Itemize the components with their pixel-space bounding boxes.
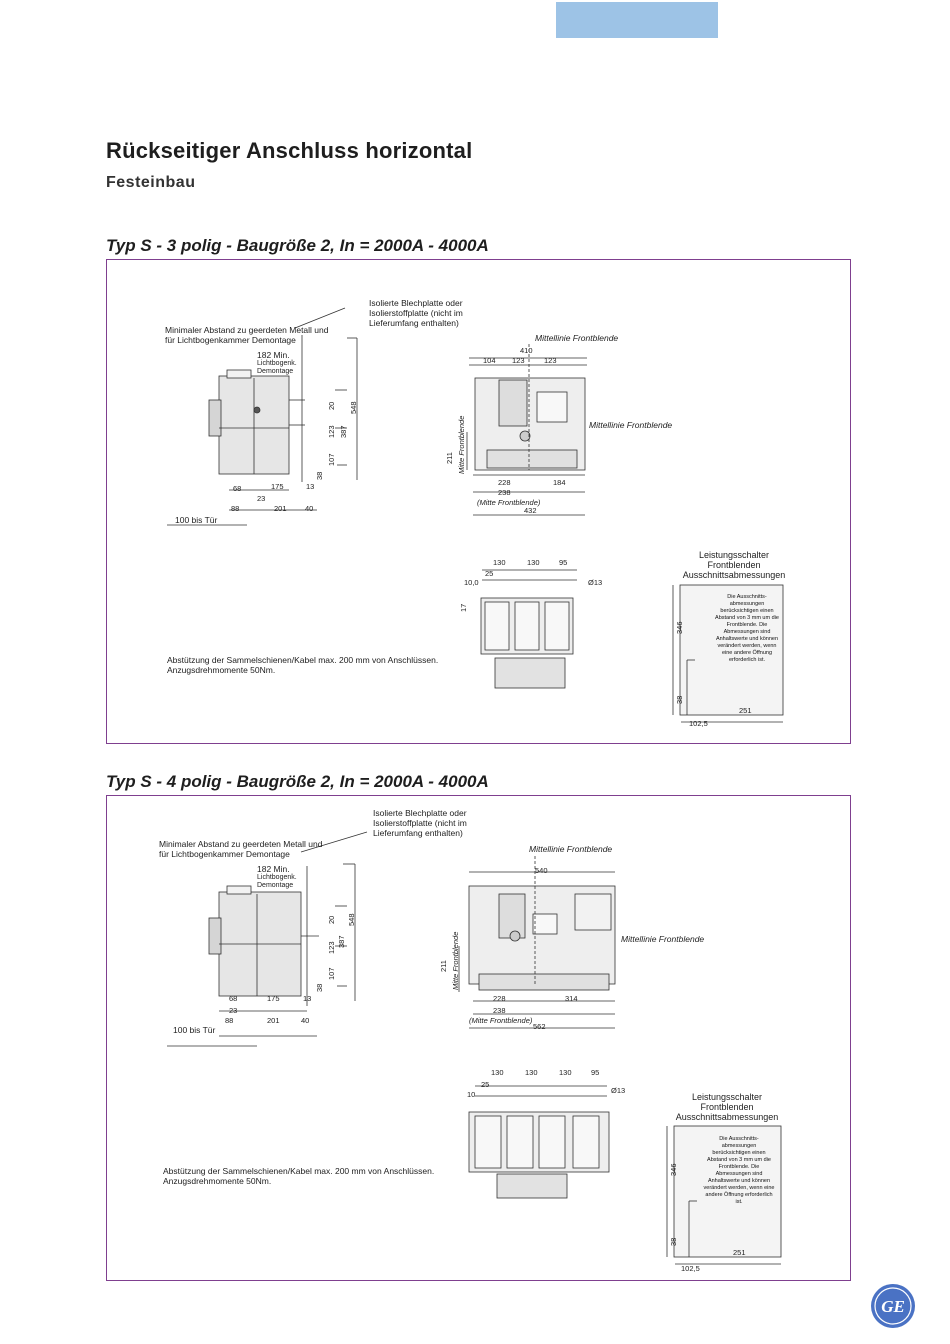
dim-40: 40 xyxy=(305,504,314,513)
dim-540: 540 xyxy=(535,866,548,875)
front-center-label-side: Mittellinie Frontblende xyxy=(589,420,673,430)
front-center-label-top: Mittellinie Frontblende xyxy=(529,844,613,854)
min-distance-value: 182 Min. xyxy=(257,864,290,874)
min-distance-label: Minimaler Abstand zu geerdeten Metall und für Lichtbogenkammer Demontage xyxy=(159,839,323,859)
dim-201: 201 xyxy=(267,1016,280,1025)
section-2-drawing-panel xyxy=(106,795,851,1281)
pole-dim-10: 10,0 xyxy=(464,578,479,587)
dim-184: 184 xyxy=(553,478,566,487)
cutout-dim-251: 251 xyxy=(739,706,752,715)
cutout-dim-102-5: 102,5 xyxy=(681,1264,700,1273)
ge-logo xyxy=(870,1283,916,1329)
cutout-note: Die Ausschnitts-abmessungen berücksichtigen einen Abstand von 3 mm um die Frontblende. Die Abmessungen sind Anhaltswerte und können verändert werden, wenn eine andere Öffnung erforderlich ist. xyxy=(715,594,779,663)
dim-175: 175 xyxy=(267,994,280,1003)
pole-dim-130b: 130 xyxy=(527,558,540,567)
cutout-title: Leistungsschalter Frontblenden Ausschnittsabmessungen xyxy=(682,550,786,580)
dim-107: 107 xyxy=(327,967,336,980)
dim-88: 88 xyxy=(231,504,240,513)
dim-548: 548 xyxy=(347,913,356,926)
arc-chamber-label: Lichtbogenk. Demontage xyxy=(257,874,297,889)
pole-dim-diameter: Ø13 xyxy=(611,1086,626,1095)
dim-562: 562 xyxy=(533,1022,546,1031)
dim-38: 38 xyxy=(315,471,324,480)
pole-dim-130a: 130 xyxy=(491,1068,504,1077)
support-note: Abstützung der Sammelschienen/Kabel max. 200 mm von Anschlüssen. Anzugsdrehmomente 50Nm. xyxy=(163,1166,435,1186)
dim-238: 238 xyxy=(493,1006,506,1015)
pole-dim-130a: 130 xyxy=(493,558,506,567)
dim-387: 387 xyxy=(337,935,346,948)
front-center-mid-label: Mitte Frontblende xyxy=(451,931,460,990)
dim-104: 104 xyxy=(483,356,496,365)
dim-238: 238 xyxy=(498,488,511,497)
ge-logo-text: GE xyxy=(881,1297,905,1316)
dim-123b: 123 xyxy=(544,356,557,365)
pole-dim-25: 25 xyxy=(481,1080,490,1089)
dim-23: 23 xyxy=(257,494,266,503)
pole-dim-130c: 130 xyxy=(559,1068,572,1077)
plate-label: Isolierte Blechplatte oder Isolierstoffplatte (nicht im Lieferumfang enthalten) xyxy=(369,298,463,328)
section-1-drawing-panel xyxy=(106,259,851,744)
pole-dim-130b: 130 xyxy=(525,1068,538,1077)
pole-dim-10: 10 xyxy=(467,1090,476,1099)
arc-chamber-label: Lichtbogenk. Demontage xyxy=(257,360,297,375)
cutout-note: Die Ausschnitts-abmessungen berücksichtigen einen Abstand von 3 mm um die Frontblende. Die Abmessungen sind Anhaltswerte und können verändert werden, wenn eine andere Öffnung erforderlich ist. xyxy=(703,1136,775,1205)
front-center-label-top: Mittellinie Frontblende xyxy=(535,333,619,343)
front-center-mid-label: Mitte Frontblende xyxy=(457,415,466,474)
dim-88: 88 xyxy=(225,1016,234,1025)
dim-387: 387 xyxy=(339,425,348,438)
dim-13: 13 xyxy=(306,482,315,491)
section-2-heading: Typ S - 4 polig - Baugröße 2, In = 2000A - 4000A xyxy=(106,772,489,791)
dim-38: 38 xyxy=(315,983,324,992)
dim-228: 228 xyxy=(493,994,506,1003)
section-2-drawing xyxy=(107,796,850,1280)
dim-228: 228 xyxy=(498,478,511,487)
min-distance-value: 182 Min. xyxy=(257,350,290,360)
page-title: Rückseitiger Anschluss horizontal xyxy=(106,138,473,163)
dim-211: 211 xyxy=(445,452,454,464)
cutout-dim-346: 346 xyxy=(669,1163,678,1176)
cutout-dim-346: 346 xyxy=(675,621,684,634)
dim-410: 410 xyxy=(520,346,533,355)
dim-211: 211 xyxy=(439,960,448,972)
cutout-dim-251: 251 xyxy=(733,1248,746,1257)
header-color-bar xyxy=(556,2,718,38)
dim-40: 40 xyxy=(301,1016,310,1025)
front-center-label-side: Mittellinie Frontblende xyxy=(621,934,705,944)
dim-68: 68 xyxy=(229,994,238,1003)
cutout-dim-102-5: 102,5 xyxy=(689,719,708,728)
dim-123a: 123 xyxy=(512,356,525,365)
pole-dim-17: 17 xyxy=(459,603,468,612)
dim-107: 107 xyxy=(327,453,336,466)
dim-20: 20 xyxy=(327,401,336,410)
min-distance-label: Minimaler Abstand zu geerdeten Metall und für Lichtbogenkammer Demontage xyxy=(165,325,329,345)
pole-dim-25: 25 xyxy=(485,569,494,578)
dim-123: 123 xyxy=(327,425,336,438)
support-note: Abstützung der Sammelschienen/Kabel max. 200 mm von Anschlüssen. Anzugsdrehmomente 50Nm. xyxy=(167,655,439,675)
section-1-heading: Typ S - 3 polig - Baugröße 2, In = 2000A - 4000A xyxy=(106,236,489,255)
cutout-dim-38: 38 xyxy=(669,1237,678,1246)
pole-dim-diameter: Ø13 xyxy=(588,578,603,587)
dim-123: 123 xyxy=(327,941,336,954)
dim-314: 314 xyxy=(565,994,578,1003)
front-center-paren: (Mitte Frontblende) xyxy=(477,498,541,507)
dim-432: 432 xyxy=(524,506,537,515)
pole-dim-95: 95 xyxy=(591,1068,600,1077)
dim-175: 175 xyxy=(271,482,284,491)
dim-548: 548 xyxy=(349,401,358,414)
front-center-paren: (Mitte Frontblende) xyxy=(469,1016,533,1025)
dim-23: 23 xyxy=(229,1006,238,1015)
dim-201: 201 xyxy=(274,504,287,513)
cutout-dim-38: 38 xyxy=(675,695,684,704)
dim-68: 68 xyxy=(233,484,242,493)
door-label: 100 bis Tür xyxy=(175,515,218,525)
dim-20: 20 xyxy=(327,915,336,924)
door-label: 100 bis Tür xyxy=(173,1025,216,1035)
cutout-title: Leistungsschalter Frontblenden Ausschnittsabmessungen xyxy=(675,1092,779,1122)
page-subtitle: Festeinbau xyxy=(106,174,196,191)
dim-13: 13 xyxy=(303,994,312,1003)
plate-label: Isolierte Blechplatte oder Isolierstoffplatte (nicht im Lieferumfang enthalten) xyxy=(373,808,467,838)
pole-dim-95: 95 xyxy=(559,558,568,567)
